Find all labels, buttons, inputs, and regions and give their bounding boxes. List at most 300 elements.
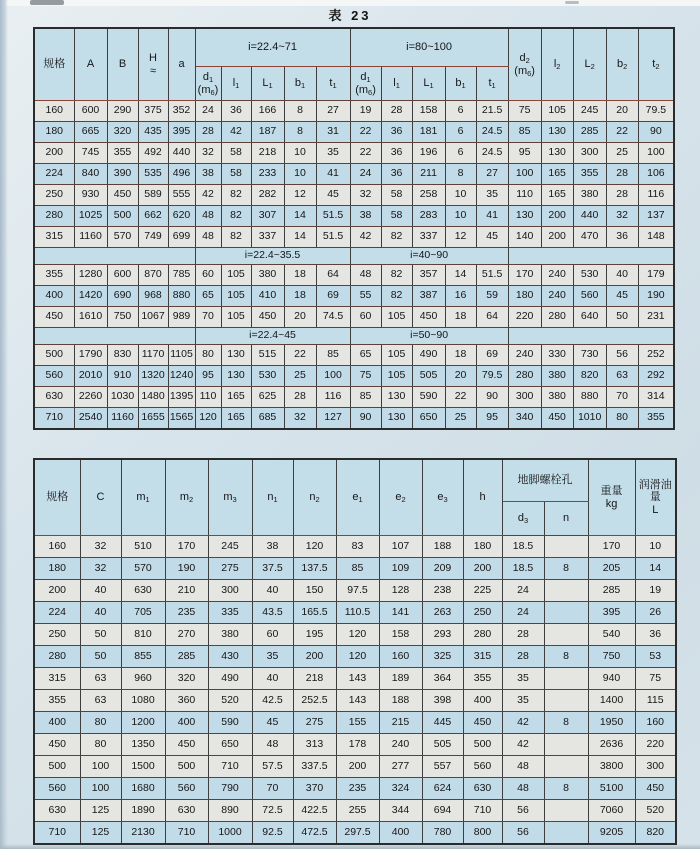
cell: 14 <box>284 206 316 227</box>
cell: 820 <box>635 822 676 845</box>
cell: 492 <box>138 143 168 164</box>
column-subheader: $t_1$ <box>316 67 350 101</box>
cell: 24 <box>502 602 544 624</box>
cell: 375 <box>138 101 168 122</box>
cell: 1000 <box>208 822 252 845</box>
cell: 178 <box>336 734 379 756</box>
cell: 694 <box>422 800 463 822</box>
cell: 75 <box>635 668 676 690</box>
cell: 540 <box>588 624 635 646</box>
cell: 589 <box>138 185 168 206</box>
cell: 240 <box>541 286 573 307</box>
cell: 840 <box>74 164 107 185</box>
cell: 710 <box>34 408 74 430</box>
divider-blank <box>508 248 674 265</box>
cell: 42 <box>195 185 221 206</box>
cell: 180 <box>463 536 502 558</box>
cell: 40 <box>252 668 293 690</box>
cell: 500 <box>463 734 502 756</box>
cell: 325 <box>422 646 463 668</box>
cell: 355 <box>34 265 74 286</box>
cell: 18 <box>445 345 476 366</box>
column-header: $l_2$ <box>541 28 573 101</box>
cell: 250 <box>34 185 74 206</box>
cell: 79.5 <box>638 101 674 122</box>
cell: 337 <box>412 227 445 248</box>
cell: 940 <box>588 668 635 690</box>
cell: 155 <box>336 712 379 734</box>
cell: 190 <box>165 558 208 580</box>
cell: 352 <box>168 101 195 122</box>
cell: 27 <box>476 164 508 185</box>
cell: 158 <box>412 101 445 122</box>
cell: 28 <box>502 646 544 668</box>
cell: 24.5 <box>476 122 508 143</box>
cell: 165.5 <box>293 602 336 624</box>
cell: 710 <box>34 822 80 845</box>
cell: 989 <box>168 307 195 328</box>
cell: 106 <box>638 164 674 185</box>
cell: 530 <box>573 265 606 286</box>
cell: 70 <box>606 387 638 408</box>
cell: 297.5 <box>336 822 379 845</box>
cell: 25 <box>606 143 638 164</box>
cell: 685 <box>251 408 284 430</box>
cell: 3800 <box>588 756 635 778</box>
cell: 285 <box>588 580 635 602</box>
cell: 530 <box>251 366 284 387</box>
cell: 1400 <box>588 690 635 712</box>
cell: 18 <box>284 265 316 286</box>
cell: 130 <box>221 345 251 366</box>
cell: 560 <box>463 756 502 778</box>
column-header: h <box>463 459 502 536</box>
cell: 189 <box>379 668 422 690</box>
cell: 10 <box>635 536 676 558</box>
cell: 51.5 <box>316 206 350 227</box>
scan-left-edge <box>0 0 8 849</box>
cell <box>544 668 588 690</box>
cell: 555 <box>168 185 195 206</box>
cell: 570 <box>107 227 138 248</box>
cell: 500 <box>107 206 138 227</box>
cell: 181 <box>412 122 445 143</box>
cell: 32 <box>606 206 638 227</box>
cell: 143 <box>336 690 379 712</box>
cell: 165 <box>541 185 573 206</box>
cell: 6 <box>445 122 476 143</box>
cell: 6 <box>445 101 476 122</box>
cell: 41 <box>476 206 508 227</box>
cell: 320 <box>165 668 208 690</box>
cell: 450 <box>107 185 138 206</box>
cell <box>544 536 588 558</box>
cell: 355 <box>638 408 674 430</box>
cell: 307 <box>251 206 284 227</box>
column-subheader: $t_1$ <box>476 67 508 101</box>
cell: 8 <box>544 558 588 580</box>
cell: 690 <box>107 286 138 307</box>
cell: 830 <box>107 345 138 366</box>
cell: 1025 <box>74 206 107 227</box>
cell: 24 <box>195 101 221 122</box>
cell: 70 <box>252 778 293 800</box>
cell: 60 <box>195 265 221 286</box>
cell: 8 <box>445 164 476 185</box>
cell: 472.5 <box>293 822 336 845</box>
cell: 50 <box>80 646 121 668</box>
cell: 730 <box>573 345 606 366</box>
cell: 50 <box>80 624 121 646</box>
cell: 880 <box>573 387 606 408</box>
cell: 355 <box>34 690 80 712</box>
cell: 745 <box>74 143 107 164</box>
cell: 143 <box>336 668 379 690</box>
cell: 80 <box>195 345 221 366</box>
cell: 115 <box>635 690 676 712</box>
cell: 390 <box>107 164 138 185</box>
cell: 90 <box>638 122 674 143</box>
cell: 250 <box>463 602 502 624</box>
cell: 24.5 <box>476 143 508 164</box>
cell: 58 <box>221 143 251 164</box>
cell: 105 <box>381 345 412 366</box>
cell: 380 <box>208 624 252 646</box>
cell: 630 <box>463 778 502 800</box>
column-subheader: $L_1$ <box>412 67 445 101</box>
cell: 240 <box>379 734 422 756</box>
cell: 630 <box>34 800 80 822</box>
cell: 277 <box>379 756 422 778</box>
cell: 40 <box>80 580 121 602</box>
cell: 890 <box>208 800 252 822</box>
cell: 109 <box>379 558 422 580</box>
cell: 263 <box>422 602 463 624</box>
cell: 370 <box>293 778 336 800</box>
ratio-divider-label: i=40~90 <box>350 248 508 265</box>
column-header: $t_2$ <box>638 28 674 101</box>
cell: 705 <box>121 602 165 624</box>
cell: 82 <box>381 265 412 286</box>
cell: 40 <box>606 265 638 286</box>
cell: 1200 <box>121 712 165 734</box>
cell: 56 <box>502 800 544 822</box>
cell: 10 <box>445 206 476 227</box>
cell: 72.5 <box>252 800 293 822</box>
cell: 400 <box>379 822 422 845</box>
cell: 430 <box>208 646 252 668</box>
cell: 150 <box>293 580 336 602</box>
cell: 275 <box>293 712 336 734</box>
cell: 280 <box>541 307 573 328</box>
cell <box>544 734 588 756</box>
cell: 18.5 <box>502 558 544 580</box>
cell: 25 <box>284 366 316 387</box>
cell: 968 <box>138 286 168 307</box>
cell: 440 <box>168 143 195 164</box>
cell: 810 <box>121 624 165 646</box>
cell: 300 <box>208 580 252 602</box>
column-header: A <box>74 28 107 101</box>
cell: 500 <box>165 756 208 778</box>
cell: 100 <box>316 366 350 387</box>
cell: 590 <box>412 387 445 408</box>
cell: 218 <box>293 668 336 690</box>
cell: 210 <box>165 580 208 602</box>
cell: 190 <box>638 286 674 307</box>
cell: 380 <box>541 366 573 387</box>
cell: 240 <box>508 345 541 366</box>
cell: 80 <box>80 734 121 756</box>
cell: 180 <box>508 286 541 307</box>
cell: 215 <box>379 712 422 734</box>
cell: 65 <box>195 286 221 307</box>
column-header: $L_2$ <box>573 28 606 101</box>
cell: 148 <box>638 227 674 248</box>
cell: 231 <box>638 307 674 328</box>
column-header: $m_1$ <box>121 459 165 536</box>
cell: 400 <box>34 712 80 734</box>
cell: 209 <box>422 558 463 580</box>
cell: 12 <box>284 185 316 206</box>
cell: 445 <box>422 712 463 734</box>
column-header: $e_2$ <box>379 459 422 536</box>
cell: 18 <box>445 307 476 328</box>
cell <box>544 800 588 822</box>
cell: 355 <box>107 143 138 164</box>
cell: 283 <box>412 206 445 227</box>
cell: 710 <box>165 822 208 845</box>
cell: 105 <box>221 286 251 307</box>
divider-blank <box>34 328 195 345</box>
cell: 640 <box>573 307 606 328</box>
cell: 120 <box>336 646 379 668</box>
cell: 665 <box>74 122 107 143</box>
cell: 25 <box>445 408 476 430</box>
cell: 38 <box>252 536 293 558</box>
cell: 2636 <box>588 734 635 756</box>
cell: 500 <box>34 345 74 366</box>
cell: 400 <box>34 286 74 307</box>
cell: 45 <box>316 185 350 206</box>
divider-blank <box>508 328 674 345</box>
cell: 211 <box>412 164 445 185</box>
cell: 165 <box>221 387 251 408</box>
cell: 344 <box>379 800 422 822</box>
cell: 120 <box>336 624 379 646</box>
cell: 400 <box>463 690 502 712</box>
spec-table-shaft-dimensions <box>33 27 675 430</box>
cell: 105 <box>221 265 251 286</box>
cell: 63 <box>606 366 638 387</box>
column-subheader: $b_1$ <box>445 67 476 101</box>
cell: 195 <box>293 624 336 646</box>
cell: 170 <box>508 265 541 286</box>
cell: 750 <box>588 646 635 668</box>
cell: 560 <box>34 366 74 387</box>
cell: 1890 <box>121 800 165 822</box>
column-header: $b_2$ <box>606 28 638 101</box>
cell: 80 <box>606 408 638 430</box>
cell: 107 <box>379 536 422 558</box>
cell: 280 <box>34 206 74 227</box>
cell: 400 <box>165 712 208 734</box>
cell: 35 <box>316 143 350 164</box>
cell: 1395 <box>168 387 195 408</box>
cell: 290 <box>107 101 138 122</box>
cell: 1420 <box>74 286 107 307</box>
cell: 35 <box>502 690 544 712</box>
cell: 100 <box>80 778 121 800</box>
cell: 170 <box>588 536 635 558</box>
cell: 520 <box>208 690 252 712</box>
column-subheader: n <box>544 502 588 536</box>
column-subheader: $d_1$ $(m_6)$ <box>350 67 381 101</box>
cell: 450 <box>541 408 573 430</box>
cell: 45 <box>252 712 293 734</box>
cell: 250 <box>34 624 80 646</box>
cell: 1320 <box>138 366 168 387</box>
table-caption: 表 23 <box>328 8 372 23</box>
cell: 90 <box>476 387 508 408</box>
cell: 36 <box>381 143 412 164</box>
cell <box>544 602 588 624</box>
cell: 785 <box>168 265 195 286</box>
cell: 41 <box>316 164 350 185</box>
cell: 43.5 <box>252 602 293 624</box>
ratio-divider-label: i=22.4~35.5 <box>195 248 350 265</box>
column-header: 润滑油量 L <box>635 459 676 536</box>
cell <box>544 580 588 602</box>
cell: 800 <box>463 822 502 845</box>
cell: 535 <box>138 164 168 185</box>
cell: 285 <box>165 646 208 668</box>
cell: 110 <box>508 185 541 206</box>
cell: 120 <box>293 536 336 558</box>
cell: 245 <box>208 536 252 558</box>
cell: 45 <box>476 227 508 248</box>
column-header: H ≈ <box>138 28 168 101</box>
cell: 125 <box>80 800 121 822</box>
cell: 140 <box>508 227 541 248</box>
cell: 55 <box>350 286 381 307</box>
cell: 127 <box>316 408 350 430</box>
column-subheader: $l_1$ <box>221 67 251 101</box>
cell: 1480 <box>138 387 168 408</box>
divider-blank <box>34 248 195 265</box>
cell: 624 <box>422 778 463 800</box>
cell: 520 <box>635 800 676 822</box>
cell: 64 <box>476 307 508 328</box>
cell: 51.5 <box>316 227 350 248</box>
cell: 59 <box>476 286 508 307</box>
cell: 28 <box>606 164 638 185</box>
cell: 1350 <box>121 734 165 756</box>
cell: 515 <box>251 345 284 366</box>
cell: 280 <box>463 624 502 646</box>
cell: 225 <box>463 580 502 602</box>
cell: 335 <box>208 602 252 624</box>
cell: 355 <box>573 164 606 185</box>
cell: 14 <box>445 265 476 286</box>
cell: 14 <box>284 227 316 248</box>
cell: 120 <box>195 408 221 430</box>
cell: 387 <box>412 286 445 307</box>
cell: 340 <box>508 408 541 430</box>
cell: 2130 <box>121 822 165 845</box>
cell: 141 <box>379 602 422 624</box>
cell: 105 <box>381 366 412 387</box>
cell: 58 <box>381 206 412 227</box>
scan-artifact <box>565 1 579 4</box>
cell: 450 <box>412 307 445 328</box>
cell: 8 <box>544 646 588 668</box>
cell: 82 <box>221 185 251 206</box>
cell: 1080 <box>121 690 165 712</box>
cell: 395 <box>168 122 195 143</box>
cell: 300 <box>573 143 606 164</box>
cell: 1240 <box>168 366 195 387</box>
cell: 505 <box>412 366 445 387</box>
cell: 130 <box>381 387 412 408</box>
cell: 200 <box>541 206 573 227</box>
cell: 224 <box>34 164 74 185</box>
cell: 7060 <box>588 800 635 822</box>
cell: 42 <box>221 122 251 143</box>
cell: 110.5 <box>336 602 379 624</box>
cell: 364 <box>422 668 463 690</box>
cell: 38 <box>350 206 381 227</box>
cell: 220 <box>635 734 676 756</box>
cell: 50 <box>606 307 638 328</box>
cell: 37.5 <box>252 558 293 580</box>
cell: 60 <box>252 624 293 646</box>
cell: 40 <box>80 602 121 624</box>
cell: 82 <box>381 286 412 307</box>
cell: 166 <box>251 101 284 122</box>
cell: 200 <box>336 756 379 778</box>
cell: 32 <box>80 536 121 558</box>
cell: 28 <box>502 624 544 646</box>
cell: 324 <box>379 778 422 800</box>
cell: 285 <box>573 122 606 143</box>
cell: 910 <box>107 366 138 387</box>
cell: 130 <box>221 366 251 387</box>
cell: 188 <box>422 536 463 558</box>
cell: 82 <box>221 206 251 227</box>
cell: 32 <box>284 408 316 430</box>
column-subheader: $b_1$ <box>284 67 316 101</box>
cell: 20 <box>284 307 316 328</box>
cell: 650 <box>412 408 445 430</box>
cell: 160 <box>34 536 80 558</box>
cell: 315 <box>34 668 80 690</box>
cell: 48 <box>350 265 381 286</box>
cell: 235 <box>165 602 208 624</box>
cell: 19 <box>635 580 676 602</box>
cell: 557 <box>422 756 463 778</box>
cell: 590 <box>208 712 252 734</box>
cell: 36 <box>221 101 251 122</box>
cell: 32 <box>80 558 121 580</box>
cell: 252 <box>638 345 674 366</box>
cell <box>544 756 588 778</box>
cell: 2260 <box>74 387 107 408</box>
cell: 630 <box>121 580 165 602</box>
cell: 960 <box>121 668 165 690</box>
cell: 820 <box>573 366 606 387</box>
column-header: B <box>107 28 138 101</box>
